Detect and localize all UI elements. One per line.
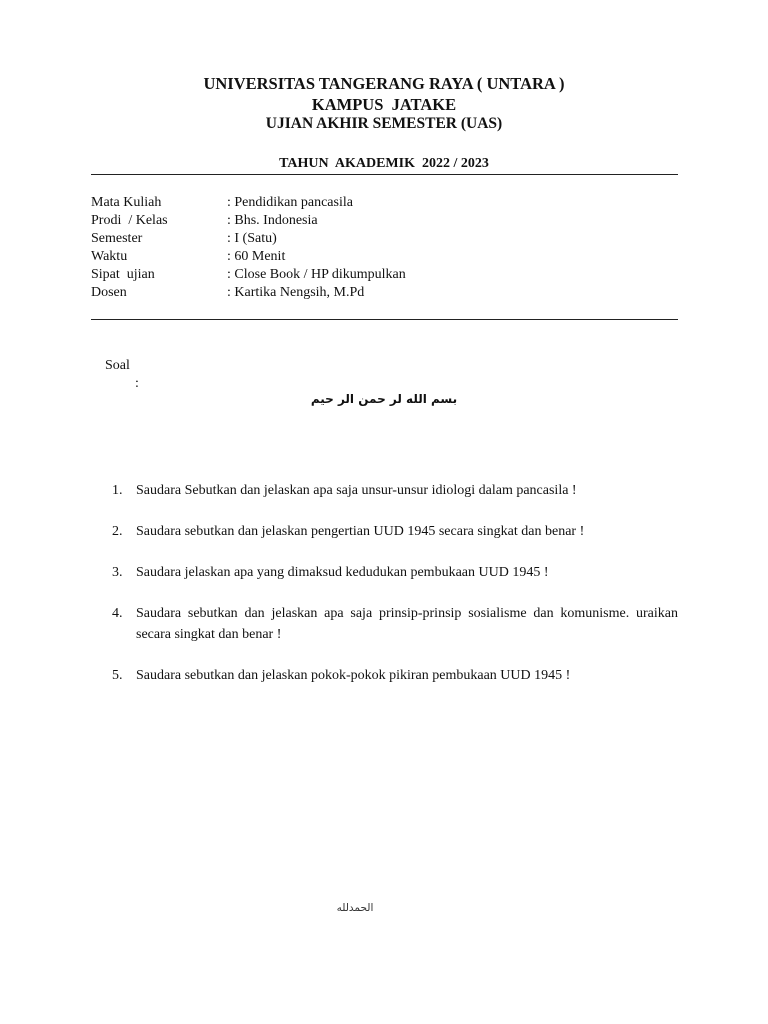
question-number: 1. xyxy=(112,483,123,498)
question-item xyxy=(112,603,678,645)
info-label: Mata Kuliah xyxy=(91,195,162,210)
soal-colon: : xyxy=(135,376,139,391)
divider-bottom xyxy=(91,319,678,320)
question-item xyxy=(112,665,678,686)
question-number: 4. xyxy=(112,606,123,621)
campus-title: KAMPUS JATAKE xyxy=(311,95,457,114)
info-row xyxy=(91,248,678,266)
question-text: Saudara jelaskan apa yang dimaksud kedudukan pembukaan UUD 1945 ! xyxy=(136,565,549,580)
question-text: Saudara sebutkan dan jelaskan pengertian UUD 1945 secara singkat dan benar ! xyxy=(136,524,585,539)
info-row xyxy=(91,230,678,248)
info-label: Semester xyxy=(91,231,143,246)
question-number: 5. xyxy=(112,668,123,683)
info-value: : 60 Menit xyxy=(227,249,286,264)
info-row xyxy=(91,194,678,212)
question-item xyxy=(112,562,678,583)
question-text: Saudara sebutkan dan jelaskan apa saja prinsip-prinsip sosialisme dan komunisme. uraikan secara singkat dan benar ! xyxy=(136,606,678,642)
info-row xyxy=(91,284,678,302)
question-list xyxy=(112,480,678,686)
info-value: : Close Book / HP dikumpulkan xyxy=(227,267,406,282)
question-number: 2. xyxy=(112,524,123,539)
info-value: : Kartika Nengsih, M.Pd xyxy=(227,285,365,300)
info-row xyxy=(91,266,678,284)
question-number: 3. xyxy=(112,565,123,580)
question-text: Saudara sebutkan dan jelaskan pokok-pokok pikiran pembukaan UUD 1945 ! xyxy=(136,668,571,683)
info-value: : I (Satu) xyxy=(227,231,277,246)
info-value: : Bhs. Indonesia xyxy=(227,213,318,228)
info-label: Waktu xyxy=(91,249,128,264)
info-label: Prodi / Kelas xyxy=(91,213,168,228)
info-value: : Pendidikan pancasila xyxy=(227,195,353,210)
basmala: بسم الله لر حمن الر حيم xyxy=(310,392,458,406)
exam-info-table xyxy=(91,194,678,302)
info-label: Sipat ujian xyxy=(91,267,155,282)
exam-title: UJIAN AKHIR SEMESTER (UAS) xyxy=(265,115,503,132)
academic-year: TAHUN AKADEMIK 2022 / 2023 xyxy=(279,156,489,171)
hamdalah: الحمدلله xyxy=(336,902,374,914)
soal-label: Soal xyxy=(105,358,130,373)
info-row xyxy=(91,212,678,230)
university-title: UNIVERSITAS TANGERANG RAYA ( UNTARA ) xyxy=(203,74,565,93)
info-label: Dosen xyxy=(91,285,127,300)
question-text: Saudara Sebutkan dan jelaskan apa saja unsur-unsur idiologi dalam pancasila ! xyxy=(136,483,577,498)
divider-top xyxy=(91,174,678,175)
question-item xyxy=(112,521,678,542)
question-item xyxy=(112,480,678,501)
